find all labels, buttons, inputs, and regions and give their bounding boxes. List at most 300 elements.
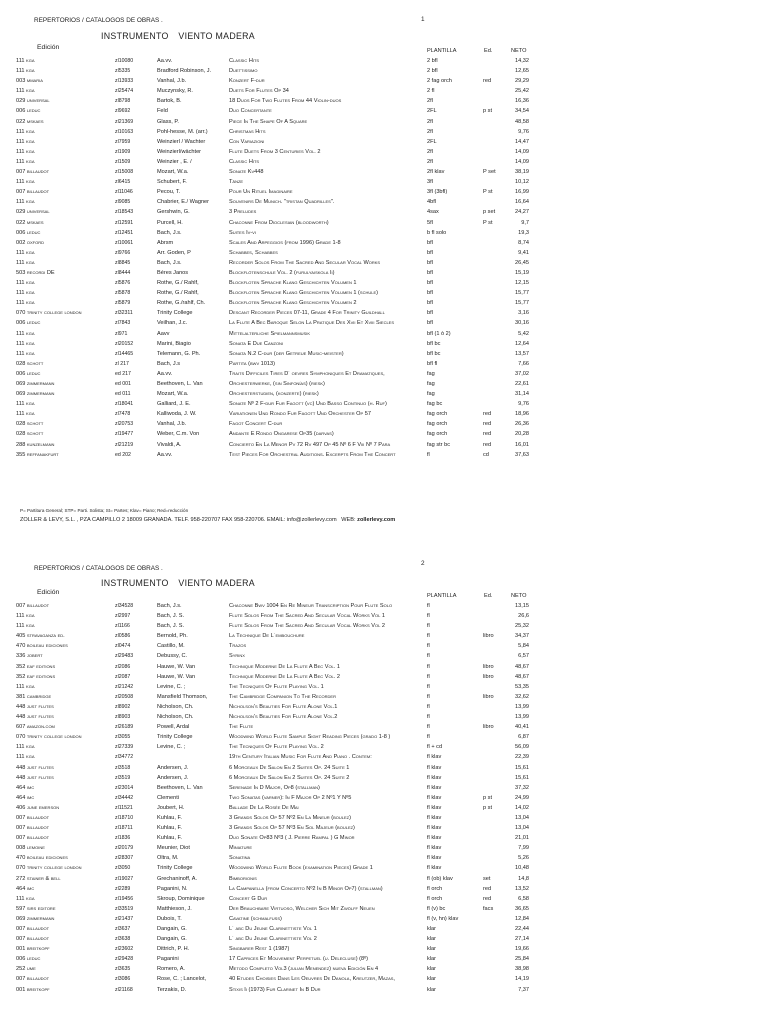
code-cell: ed 011: [115, 391, 131, 398]
edition-cell: 111 kga: [16, 280, 35, 287]
title-cell: Cavatine (schmalfuss): [229, 915, 282, 922]
table-row: [0, 128, 768, 138]
table-row: [0, 935, 768, 945]
edicion-label: Edición: [37, 589, 60, 596]
title-cell: Scales And Arpeggios (from 1996) Grade 1-8: [229, 239, 341, 246]
table-row: [0, 642, 768, 652]
neto-cell: 14,09: [515, 148, 529, 155]
composer-cell: Terzakis, D.: [157, 986, 187, 993]
plantilla-cell: fl klav: [427, 754, 442, 761]
title-cell: 40 Etudes Choisies Dans Les Oeuvres De Danola, Kreutzer, Mazas,: [229, 976, 395, 983]
composer-cell: Levine, C. ;: [157, 683, 186, 690]
table-row: [0, 834, 768, 844]
table-row: [0, 340, 768, 350]
code-cell: zl5879: [115, 300, 131, 307]
code-cell: zl34442: [115, 794, 134, 801]
title-cell: Descant Recorder Pieces 07-11, Grade 4 For Trinity Guildhall: [229, 310, 385, 317]
composer-cell: Weber, C.m. Von: [157, 431, 200, 438]
table-row: [0, 87, 768, 97]
composer-cell: Romero, A.: [157, 966, 185, 973]
composer-cell: Rothe, G./ Rahlf,: [157, 280, 199, 287]
plantilla-cell: fl klav: [427, 764, 442, 771]
plantilla-cell: fl: [427, 643, 430, 650]
plantilla-cell: fl: [427, 613, 430, 620]
neto-cell: 12,65: [515, 68, 529, 75]
ed-cell: P set: [483, 169, 496, 176]
composer-cell: Weinzier , E. /: [157, 158, 192, 165]
table-row: [0, 925, 768, 935]
title-cell: Recorder Solos From The Sacred And Secular Vocal Works: [229, 259, 381, 266]
table-row: [0, 945, 768, 955]
edition-cell: 405 stravaganza ed.: [16, 633, 65, 640]
plantilla-cell: klar: [427, 976, 437, 983]
edition-cell: 006 leduc: [16, 108, 41, 115]
edition-cell: 111 kga: [16, 411, 35, 418]
title-cell: Blockfloten Sprache Klang Geschichten Volumen 1: [229, 280, 357, 287]
composer-cell: Joubert, H.: [157, 804, 185, 811]
catalog-table-1: [0, 57, 768, 461]
composer-cell: Bach, J.s.: [157, 259, 182, 266]
plantilla-cell: fag str bc: [427, 441, 451, 448]
footer-web-link[interactable]: zollerlevy.com: [357, 517, 396, 523]
neto-cell: 34,37: [515, 633, 529, 640]
composer-cell: Bartok, B.: [157, 98, 182, 105]
plantilla-cell: 2FL: [427, 138, 437, 145]
composer-cell: Trinity College: [157, 865, 193, 872]
code-cell: zl21369: [115, 118, 134, 125]
table-row: [0, 854, 768, 864]
title-cell: Blockflötenschule Vol. 2 (furulyaiskola Ii): [229, 269, 335, 276]
instrument-value: VIENTO MADERA: [178, 578, 255, 588]
code-cell: zl1836: [115, 835, 131, 842]
composer-cell: Bach, J.s.: [157, 603, 182, 609]
code-cell: zl3637: [115, 926, 131, 932]
composer-cell: Mozart, W.a.: [157, 169, 189, 176]
title-cell: 3 Grands Solos Op 57 Nº2 En La Mineur (boulez): [229, 814, 351, 821]
table-row: [0, 370, 768, 380]
edition-cell: 111 kga: [16, 623, 35, 630]
table-row: [0, 289, 768, 299]
code-cell: zl971: [115, 330, 128, 337]
edition-cell: 111 kga: [16, 895, 35, 902]
composer-cell: Beethoven, L. Van: [157, 381, 203, 387]
table-row: [0, 673, 768, 683]
title-cell: 6 Morceaux De Salon En 2 Suites Op. 24 Suite 2: [229, 774, 350, 781]
code-cell: zl7843: [115, 320, 131, 327]
title-cell: Orchesterstudien, (konzerte) (riesk): [229, 391, 319, 398]
edition-cell: 028 schott: [16, 360, 44, 367]
title-cell: Tänze: [229, 179, 244, 186]
code-cell: zl3050: [115, 865, 131, 872]
edition-cell: 007 billaudot: [16, 169, 50, 176]
code-cell: zl3086: [115, 976, 131, 983]
neto-cell: 7,99: [518, 845, 529, 852]
neto-cell: 12,84: [515, 915, 529, 922]
neto-cell: 26,36: [515, 421, 529, 428]
plantilla-cell: 2fl: [427, 148, 433, 155]
neto-cell: 9,76: [518, 128, 529, 135]
code-cell: zl1509: [115, 158, 131, 165]
edition-cell: 406 june emerson: [16, 804, 60, 811]
table-row: [0, 844, 768, 854]
title-cell: Christmas Hits: [229, 128, 266, 135]
plantilla-cell: fag orch: [427, 431, 448, 438]
neto-cell: 31,14: [515, 391, 529, 398]
table-row: [0, 663, 768, 673]
neto-cell: 21,01: [515, 835, 529, 842]
neto-cell: 16,36: [515, 98, 529, 105]
edition-cell: 006 leduc: [16, 320, 41, 327]
plantilla-cell: bfl bc: [427, 340, 441, 347]
table-row: [0, 158, 768, 168]
code-cell: zl8902: [115, 703, 131, 710]
table-row: [0, 814, 768, 824]
code-cell: zl14465: [115, 350, 134, 357]
title-cell: Sonate Nº 2 F-dur Fur Fagott (vc) Und Basso Continuo (h. Ruf): [229, 401, 387, 408]
title-cell: Blockfloten Sprache Klang Geschichten Volumen 2: [229, 300, 357, 307]
table-row: [0, 107, 768, 117]
plantilla-cell: 4bfl: [427, 199, 437, 206]
code-cell: zl20753: [115, 421, 134, 428]
title-cell: La Flute A Bec Baroque Selon La Pratique Des Xvii Et Xviii Siecles: [229, 320, 395, 327]
col-plantilla: PLANTILLA: [427, 48, 457, 54]
composer-cell: Gershwin, G.: [157, 209, 190, 216]
edition-cell: 007 billaudot: [16, 835, 50, 842]
title-cell: Con Variazioni: [229, 138, 265, 145]
neto-cell: 6,57: [518, 653, 529, 660]
code-cell: zl3055: [115, 734, 131, 741]
neto-cell: 6,58: [518, 895, 529, 902]
composer-cell: Levine, C. ;: [157, 744, 186, 751]
neto-cell: 26,45: [515, 259, 529, 266]
composer-cell: Telemann, G. Ph.: [157, 350, 201, 357]
edition-cell: 252 ume: [16, 966, 36, 973]
code-cell: zl32311: [115, 310, 133, 317]
table-row: [0, 703, 768, 713]
composer-cell: Andersen, J.: [157, 764, 189, 771]
table-row: [0, 804, 768, 814]
plantilla-cell: fl klav: [427, 804, 442, 811]
table-row: [0, 420, 768, 430]
neto-cell: 13,04: [515, 825, 529, 832]
edition-cell: 070 trinity college london: [16, 865, 82, 872]
neto-cell: 48,67: [515, 663, 529, 670]
table-row: [0, 693, 768, 703]
title-cell: Piece In The Shape Of A Square: [229, 118, 308, 125]
table-row: [0, 622, 768, 632]
table-row: [0, 602, 768, 612]
edition-cell: 111 kga: [16, 58, 35, 64]
table-row: [0, 652, 768, 662]
composer-cell: Kalliwoda, J. W.: [157, 411, 197, 418]
table-row: [0, 249, 768, 259]
code-cell: zl10080: [115, 58, 134, 64]
table-row: [0, 57, 768, 67]
title-cell: Schabbes, Schabbes: [229, 249, 278, 256]
plantilla-cell: fl: [427, 714, 430, 721]
table-row: [0, 138, 768, 148]
code-cell: zl20508: [115, 693, 134, 700]
code-cell: zl18710: [115, 814, 134, 821]
neto-cell: 29,29: [515, 78, 529, 85]
ed-cell: red: [483, 421, 492, 428]
catalog-header: REPERTORIOS / CATALOGOS DE OBRAS .: [34, 17, 163, 24]
plantilla-cell: bfl: [427, 290, 433, 297]
edition-cell: 111 kga: [16, 179, 35, 186]
plantilla-cell: 2fl: [427, 128, 433, 135]
table-row: [0, 885, 768, 895]
table-row: [0, 360, 768, 370]
edition-cell: 029 universal: [16, 209, 50, 216]
ed-cell: libro: [483, 673, 494, 680]
title-cell: Woodwind World Flute Sample Sight Reading Pieces (grado 1-8 ): [229, 734, 391, 741]
edition-cell: 111 kga: [16, 249, 35, 256]
edition-cell: 111 kga: [16, 199, 35, 206]
composer-cell: Béres Janos: [157, 269, 189, 276]
table-row: [0, 764, 768, 774]
code-cell: zl29483: [115, 653, 134, 660]
title-cell: Sonata N.2 C-dur (der Getreue Music-meister): [229, 350, 344, 357]
title-cell: Souvenirs De Munich. "tristan Quadrilles".: [229, 199, 335, 206]
title-cell: Duo Sonate Op83 Nº3 ( J. Pierre Rampal ) G Minor: [229, 835, 355, 842]
composer-cell: Schubert, F.: [157, 179, 187, 186]
edition-cell: 007 billaudot: [16, 814, 50, 821]
composer-cell: Bach, J.s.: [157, 229, 182, 236]
title-cell: The Tecniques Of Flute Playing Vol. 1: [229, 683, 324, 690]
plantilla-cell: bfl fl: [427, 360, 438, 367]
edition-cell: 070 trinity college london: [16, 310, 82, 317]
composer-cell: Muczynsky, R.: [157, 88, 193, 95]
title-cell: Classic Hits: [229, 58, 260, 64]
composer-cell: Vanhal, J.b.: [157, 78, 187, 85]
table-row: [0, 713, 768, 723]
code-cell: zl11046: [115, 189, 133, 196]
edition-cell: 111 kga: [16, 683, 35, 690]
neto-cell: 22,61: [515, 381, 529, 387]
plantilla-cell: fag orch: [427, 411, 448, 418]
composer-cell: Andersen, J.: [157, 774, 189, 781]
table-row: [0, 198, 768, 208]
title-cell: Stixis Ii (1973) Fur Clarinet In B Dur: [229, 986, 321, 993]
table-row: [0, 208, 768, 218]
ed-cell: libro: [483, 693, 494, 700]
plantilla-cell: 5fl: [427, 219, 433, 226]
table-row: [0, 784, 768, 794]
ed-cell: libro: [483, 633, 494, 640]
plantilla-cell: 2 bfl: [427, 58, 438, 64]
code-cell: zl21437: [115, 915, 134, 922]
plantilla-cell: fl: [427, 623, 430, 630]
neto-cell: 14,47: [515, 138, 529, 145]
code-cell: zl0586: [115, 633, 131, 640]
composer-cell: Dubois, T.: [157, 915, 182, 922]
plantilla-cell: fl: [427, 451, 430, 458]
table-row: [0, 400, 768, 410]
col-neto: NETO: [511, 593, 527, 599]
composer-cell: Aa.vv.: [157, 451, 173, 458]
edition-cell: 111 kga: [16, 401, 35, 408]
edition-cell: 607 amazon.com: [16, 724, 55, 731]
edition-cell: 111 kga: [16, 330, 35, 337]
neto-cell: 16,64: [515, 199, 529, 206]
code-cell: zl20179: [115, 845, 134, 852]
code-cell: zl18041: [115, 401, 134, 408]
code-cell: zl18711: [115, 825, 133, 832]
plantilla-cell: bfl: [427, 269, 433, 276]
plantilla-cell: fl + cd: [427, 744, 443, 751]
plantilla-cell: fl klav: [427, 825, 442, 832]
table-row: [0, 753, 768, 763]
plantilla-cell: fl: [427, 603, 430, 609]
neto-cell: 13,99: [515, 703, 529, 710]
table-row: [0, 612, 768, 622]
edition-cell: 111 kga: [16, 300, 35, 307]
composer-cell: Rose, C. ; Lancelot,: [157, 976, 207, 983]
neto-cell: 12,15: [515, 280, 529, 287]
composer-cell: Mansfield Thomson,: [157, 693, 208, 700]
code-cell: zl1166: [115, 623, 130, 630]
edition-cell: 111 kga: [16, 68, 35, 75]
plantilla-cell: 4sax: [427, 209, 439, 216]
neto-cell: 19,3: [518, 229, 529, 236]
neto-cell: 7,37: [518, 986, 529, 993]
composer-cell: Trinity College: [157, 310, 193, 317]
neto-cell: 16,99: [515, 189, 529, 196]
page-number: 2: [421, 560, 425, 567]
neto-cell: 10,48: [515, 865, 529, 872]
title-cell: Chaconne Bwv 1004 En Re Mineur Transcription Pour Flute Solo: [229, 603, 393, 609]
footnote-legend: P= Partitura General; STP= Parti. Solista; St= Partes; Klav= Piano; Red=reducción: [20, 508, 189, 513]
plantilla-cell: fl: [427, 724, 430, 731]
ed-cell: p st: [483, 108, 493, 115]
code-cell: zl27339: [115, 744, 134, 751]
composer-cell: Weinzierl/wächter: [157, 148, 202, 155]
plantilla-cell: klar: [427, 946, 437, 953]
edition-cell: 007 billaudot: [16, 936, 50, 943]
neto-cell: 15,61: [515, 764, 529, 771]
composer-cell: Aavv: [157, 330, 170, 337]
table-row: [0, 875, 768, 885]
code-cell: zl11521: [115, 804, 133, 811]
title-cell: Technique Moderne De La Flute A Bec Vol. 2: [229, 673, 340, 680]
title-cell: L´ abc Du Jeune Clarinettiste Vol 1: [229, 926, 317, 932]
col-neto: NETO: [511, 48, 527, 54]
composer-cell: Nicholson, Ch.: [157, 703, 194, 710]
table-row: [0, 632, 768, 642]
table-row: [0, 733, 768, 743]
neto-cell: 18,96: [515, 411, 529, 418]
neto-cell: 40,41: [515, 724, 529, 731]
ed-cell: P st: [483, 189, 493, 196]
composer-cell: Chabrier, E./ Wagner: [157, 199, 210, 206]
code-cell: zl10061: [115, 239, 134, 246]
code-cell: zl21168: [115, 986, 133, 993]
table-row: [0, 915, 768, 925]
edition-cell: 006 leduc: [16, 956, 41, 963]
neto-cell: 8,74: [518, 239, 529, 246]
code-cell: zl34772: [115, 754, 134, 761]
title-cell: La Technique De L´embouchure: [229, 633, 305, 640]
composer-cell: Kuhlau, F.: [157, 835, 182, 842]
plantilla-cell: klar: [427, 956, 437, 963]
composer-cell: Dangain, G.: [157, 936, 187, 943]
composer-cell: Vivaldi, A.: [157, 441, 182, 448]
title-cell: The Cambridge Companion To The Recorder: [229, 693, 336, 700]
neto-cell: 37,63: [515, 451, 529, 458]
title-cell: Bimborionis: [229, 875, 257, 882]
ed-cell: P st: [483, 219, 493, 226]
plantilla-cell: fl: [427, 693, 430, 700]
edition-cell: 006 leduc: [16, 229, 41, 236]
edition-cell: 111 kga: [16, 340, 35, 347]
code-cell: zl19477: [115, 431, 134, 438]
code-cell: zl19027: [115, 875, 134, 882]
code-cell: zl9692: [115, 108, 131, 115]
neto-cell: 5,42: [518, 330, 529, 337]
table-row: [0, 410, 768, 420]
table-row: [0, 683, 768, 693]
edition-cell: 381 cambridge: [16, 693, 52, 700]
composer-cell: Oltra, M.: [157, 855, 179, 862]
table-row: [0, 299, 768, 309]
composer-cell: Debussy, C.: [157, 653, 188, 660]
plantilla-cell: bfl: [427, 239, 433, 246]
neto-cell: 15,19: [515, 269, 529, 276]
plantilla-cell: bfl: [427, 280, 433, 287]
plantilla-cell: 2fl: [427, 98, 433, 105]
plantilla-cell: 2FL: [427, 108, 437, 115]
neto-cell: 9,76: [518, 401, 529, 408]
title-cell: 3 Grands Solos Op 57 Nº3 En Sol Majeur (boulez): [229, 825, 355, 832]
plantilla-cell: fl: [427, 653, 430, 660]
edition-cell: 464 imc: [16, 885, 35, 892]
neto-cell: 14,02: [515, 804, 529, 811]
title-cell: La Campanella (from Concerto Nº2 In B Minor Op7) (stallman): [229, 885, 383, 892]
table-row: [0, 955, 768, 965]
composer-cell: Meunier, Diot: [157, 845, 190, 852]
code-cell: zl21242: [115, 683, 134, 690]
table-row: [0, 975, 768, 985]
code-cell: zl8444: [115, 269, 131, 276]
code-cell: zl23602: [115, 946, 134, 953]
code-cell: zl3519: [115, 774, 131, 781]
code-cell: zl8798: [115, 98, 131, 105]
table-row: [0, 97, 768, 107]
edition-cell: 007 billaudot: [16, 603, 50, 609]
edicion-label: Edición: [37, 44, 60, 51]
code-cell: zl29428: [115, 956, 134, 963]
ed-cell: red: [483, 895, 492, 902]
ed-cell: p st: [483, 804, 493, 811]
table-row: [0, 229, 768, 239]
ed-cell: red: [483, 78, 492, 85]
footer-contact: [20, 517, 395, 523]
plantilla-cell: 3fl: [427, 179, 433, 186]
title-cell: Flute Solos From The Sacred And Secular Vocal Works Vol 1: [229, 613, 385, 620]
plantilla-cell: fag: [427, 391, 435, 398]
plantilla-cell: fl (ob) klav: [427, 875, 453, 882]
neto-cell: 22,44: [515, 926, 529, 932]
composer-cell: Mozart, W.a.: [157, 391, 189, 398]
ed-cell: red: [483, 885, 492, 892]
title-cell: Technique Moderne De La Flute A Bec Vol. 1: [229, 663, 340, 670]
code-cell: zl18543: [115, 209, 134, 216]
table-row: [0, 441, 768, 451]
table-row: [0, 330, 768, 340]
neto-cell: 9,7: [521, 219, 529, 226]
table-row: [0, 380, 768, 390]
neto-cell: 53,35: [515, 683, 529, 690]
